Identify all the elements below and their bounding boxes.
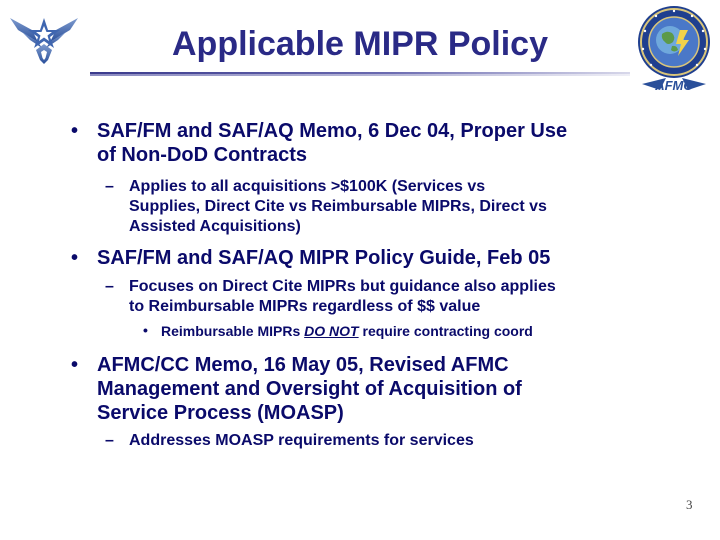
bullet-text-line: of Non-DoD Contracts (97, 144, 307, 166)
sub-bullet-item (105, 177, 699, 237)
sub-bullet-item (105, 431, 699, 451)
sub-sub-bullet-text-end: require contracting coord (358, 323, 533, 339)
sub-bullet-text-line: Applies to all acquisitions >$100K (Services vs (129, 178, 486, 195)
bullet-text-line: AFMC/CC Memo, 16 May 05, Revised AFMC (97, 354, 509, 376)
bullet-dot: • (71, 247, 79, 269)
afmc-seal-icon (632, 4, 716, 96)
bullet-text-line: Service Process (MOASP) (97, 402, 344, 424)
sub-bullet-item (105, 277, 699, 317)
bullet-item (71, 246, 697, 270)
sub-bullet-text-line: Focuses on Direct Cite MIPRs but guidance also applies (129, 278, 556, 295)
bullet-dot: • (71, 120, 79, 142)
afmc-wordmark: AFMC (655, 78, 693, 93)
sub-bullet-text-line: to Reimbursable MIPRs regardless of $$ value (129, 298, 481, 315)
emphasis-text: DO NOT (304, 323, 359, 339)
title-divider (90, 72, 630, 76)
bullet-item (71, 353, 697, 425)
sub-bullet-dash: – (105, 432, 114, 449)
sub-bullet-dash: – (105, 178, 114, 195)
page-number: 3 (686, 497, 693, 512)
bullet-item (71, 119, 697, 167)
sub-sub-bullet-item (143, 322, 701, 340)
bullet-text-line: SAF/FM and SAF/AQ Memo, 6 Dec 04, Proper Use (97, 120, 568, 142)
bullet-text-line: Management and Oversight of Acquisition of (97, 378, 522, 400)
bullet-text-line: SAF/FM and SAF/AQ MIPR Policy Guide, Feb 05 (97, 247, 551, 269)
air-force-symbol-icon (8, 8, 80, 66)
sub-bullet-text-line: Assisted Acquisitions) (129, 218, 301, 235)
sub-sub-bullet-text: Reimbursable MIPRs (161, 323, 305, 339)
page-title: Applicable MIPR Policy (172, 25, 548, 63)
sub-bullet-dash: – (105, 278, 114, 295)
bullet-dot: • (71, 354, 79, 376)
sub-bullet-text-line: Addresses MOASP requirements for services (129, 432, 474, 449)
sub-sub-bullet-dot: • (143, 322, 148, 338)
sub-bullet-text-line: Supplies, Direct Cite vs Reimbursable MIPRs, Direct vs (129, 198, 547, 215)
